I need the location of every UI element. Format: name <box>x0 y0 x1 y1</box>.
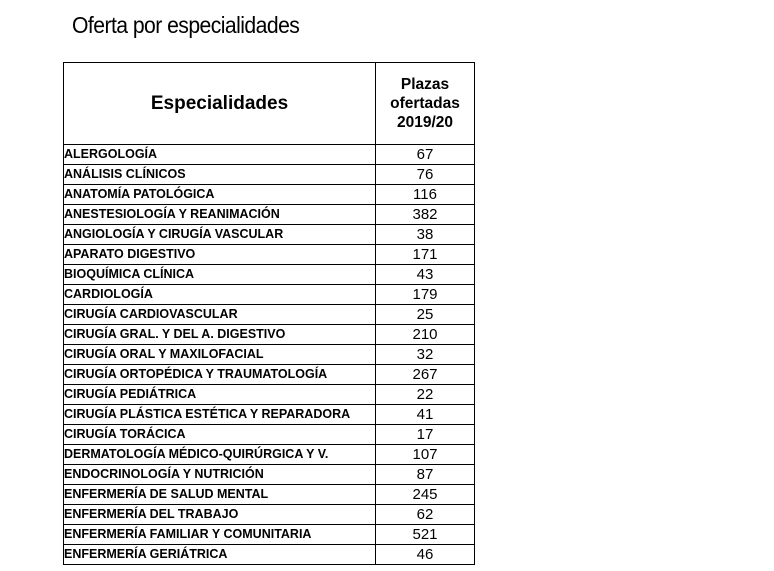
header-row <box>64 63 475 145</box>
table-row <box>64 325 475 345</box>
plazas-value-cell: 46 <box>376 545 475 565</box>
table-row <box>64 165 475 185</box>
plazas-value-cell: 210 <box>376 325 475 345</box>
plazas-value-cell: 171 <box>376 245 475 265</box>
plazas-value-cell: 22 <box>376 385 475 405</box>
plazas-value-cell: 267 <box>376 365 475 385</box>
plazas-value-cell: 76 <box>376 165 475 185</box>
table-row <box>64 265 475 285</box>
table-row <box>64 385 475 405</box>
specialty-name-cell: ENFERMERÍA FAMILIAR Y COMUNITARIA <box>64 525 376 545</box>
specialty-name-cell: ENFERMERÍA DEL TRABAJO <box>64 505 376 525</box>
table-row <box>64 145 475 165</box>
plazas-value-cell: 87 <box>376 465 475 485</box>
table-header <box>64 63 475 145</box>
header-especialidades: Especialidades <box>64 63 376 145</box>
plazas-value-cell: 521 <box>376 525 475 545</box>
specialty-name-cell: CIRUGÍA PLÁSTICA ESTÉTICA Y REPARADORA <box>64 405 376 425</box>
specialty-name-cell: APARATO DIGESTIVO <box>64 245 376 265</box>
specialty-name-cell: CIRUGÍA TORÁCICA <box>64 425 376 445</box>
plazas-value-cell: 38 <box>376 225 475 245</box>
plazas-value-cell: 25 <box>376 305 475 325</box>
header-plazas-ofertadas <box>376 63 475 145</box>
plazas-value-cell: 116 <box>376 185 475 205</box>
specialty-name-cell: CIRUGÍA CARDIOVASCULAR <box>64 305 376 325</box>
table-row <box>64 525 475 545</box>
specialty-name-cell: DERMATOLOGÍA MÉDICO-QUIRÚRGICA Y V. <box>64 445 376 465</box>
table-row <box>64 185 475 205</box>
plazas-value-cell: 43 <box>376 265 475 285</box>
header-value-line: 2019/20 <box>396 114 454 131</box>
table-body <box>64 145 475 565</box>
header-value-line: ofertadas <box>390 95 460 112</box>
plazas-value-cell: 245 <box>376 485 475 505</box>
table-row <box>64 345 475 365</box>
specialty-name-cell: CARDIOLOGÍA <box>64 285 376 305</box>
specialty-name-cell: ALERGOLOGÍA <box>64 145 376 165</box>
specialty-name-cell: ANÁLISIS CLÍNICOS <box>64 165 376 185</box>
table-row <box>64 245 475 265</box>
table-row <box>64 485 475 505</box>
table-row <box>64 205 475 225</box>
specialties-table <box>63 62 475 565</box>
specialty-name-cell: CIRUGÍA GRAL. Y DEL A. DIGESTIVO <box>64 325 376 345</box>
table-row <box>64 545 475 565</box>
table-row <box>64 365 475 385</box>
specialty-name-cell: ANATOMÍA PATOLÓGICA <box>64 185 376 205</box>
plazas-value-cell: 67 <box>376 145 475 165</box>
table-row <box>64 405 475 425</box>
plazas-value-cell: 382 <box>376 205 475 225</box>
plazas-value-cell: 107 <box>376 445 475 465</box>
table-row <box>64 445 475 465</box>
plazas-value-cell: 17 <box>376 425 475 445</box>
specialty-name-cell: CIRUGÍA ORTOPÉDICA Y TRAUMATOLOGÍA <box>64 365 376 385</box>
specialty-name-cell: ENDOCRINOLOGÍA Y NUTRICIÓN <box>64 465 376 485</box>
specialty-name-cell: CIRUGÍA PEDIÁTRICA <box>64 385 376 405</box>
specialty-name-cell: BIOQUÍMICA CLÍNICA <box>64 265 376 285</box>
header-value-line: Plazas <box>400 76 450 93</box>
plazas-value-cell: 32 <box>376 345 475 365</box>
specialty-name-cell: ENFERMERÍA DE SALUD MENTAL <box>64 485 376 505</box>
specialty-name-cell: ANGIOLOGÍA Y CIRUGÍA VASCULAR <box>64 225 376 245</box>
table-row <box>64 305 475 325</box>
plazas-value-cell: 179 <box>376 285 475 305</box>
page-title: Oferta por especialidades <box>72 12 300 38</box>
table-row <box>64 465 475 485</box>
specialty-name-cell: ANESTESIOLOGÍA Y REANIMACIÓN <box>64 205 376 225</box>
plazas-value-cell: 62 <box>376 505 475 525</box>
table-row <box>64 225 475 245</box>
specialty-name-cell: CIRUGÍA ORAL Y MAXILOFACIAL <box>64 345 376 365</box>
plazas-value-cell: 41 <box>376 405 475 425</box>
table-row <box>64 425 475 445</box>
table-row <box>64 505 475 525</box>
specialty-name-cell: ENFERMERÍA GERIÁTRICA <box>64 545 376 565</box>
table-row <box>64 285 475 305</box>
